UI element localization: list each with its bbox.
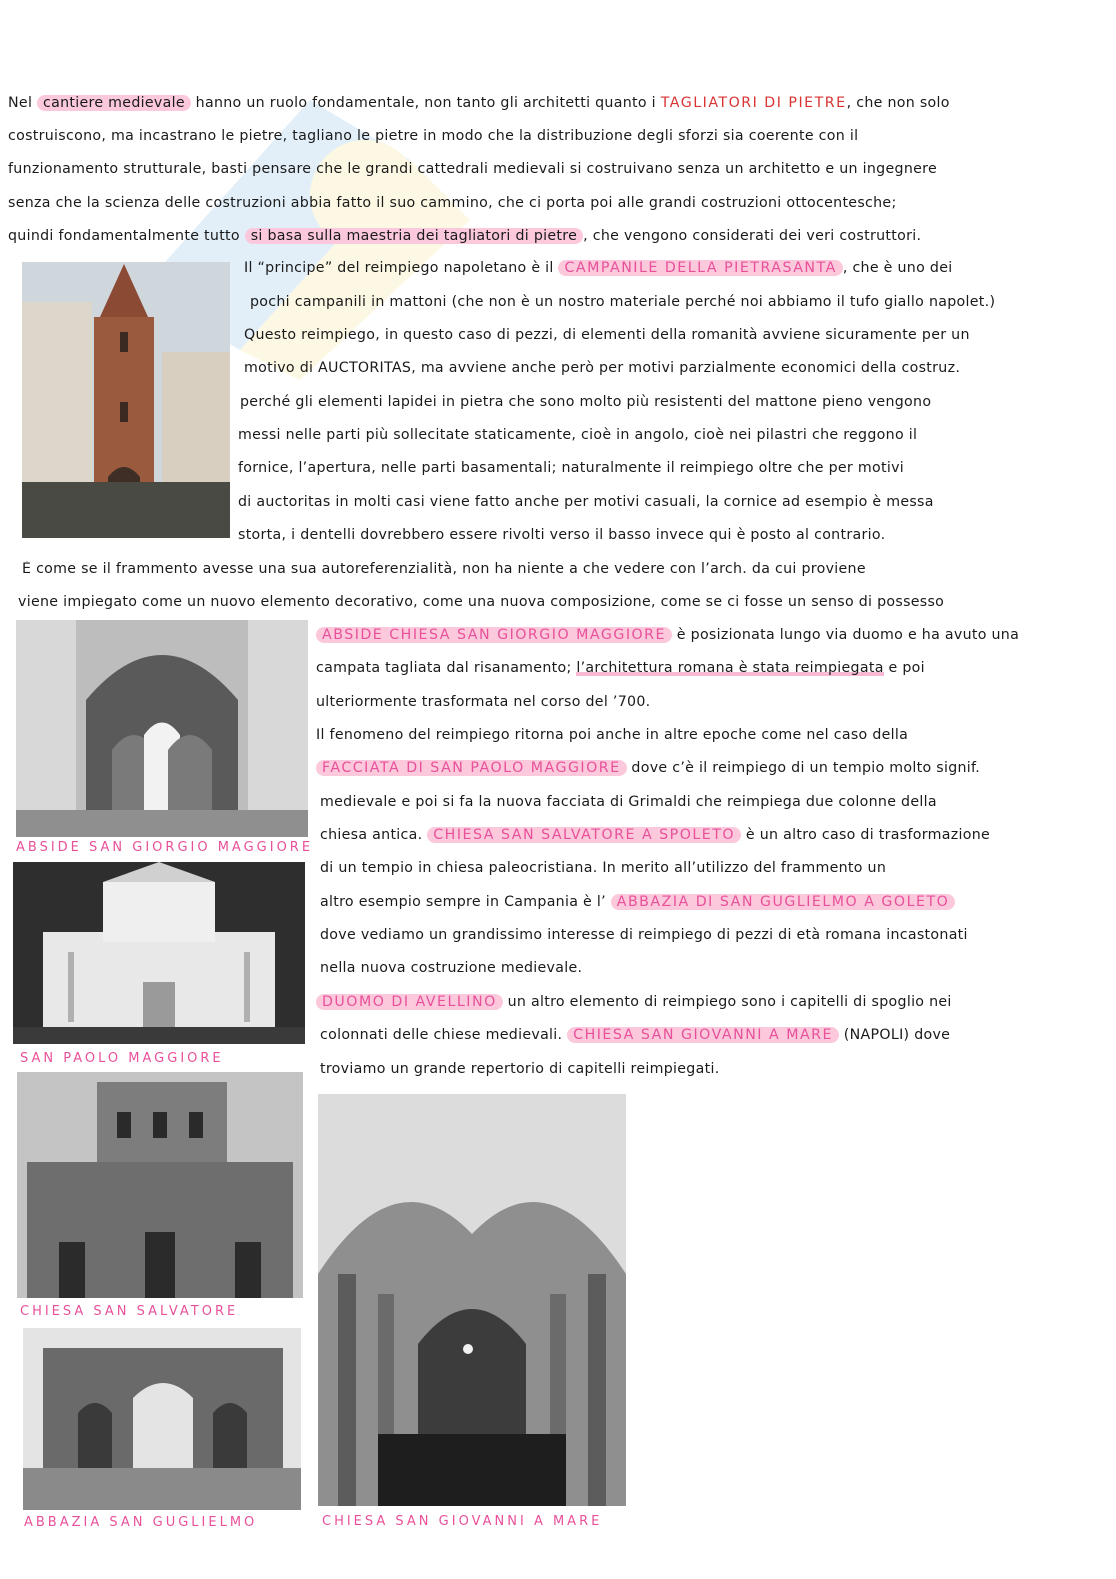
- campanile-photo: [22, 262, 230, 538]
- text-line-22: medievale e poi si fa la nuova facciata di Grimaldi che reimpiega due colonne della: [320, 794, 937, 810]
- highlight-san-giovanni: CHIESA SAN GIOVANNI A MARE: [567, 1027, 839, 1043]
- text-line-23: chiesa antica. CHIESA SAN SALVATORE A SPOLETO è un altro caso di trasformazione: [320, 827, 991, 843]
- san-paolo-photo: [13, 862, 305, 1044]
- text-line-30: troviamo un grande repertorio di capitelli reimpiegati.: [320, 1061, 720, 1077]
- text-line-17: ABSIDE CHIESA SAN GIORGIO MAGGIORE è posizionata lungo via duomo e ha avuto una: [316, 627, 1108, 643]
- text-line-15: È come se il frammento avesse una sua autoreferenzialità, non ha niente a che vedere con l’arch. da cui proviene: [22, 561, 866, 577]
- text-line-2: costruiscono, ma incastrano le pietre, tagliano le pietre in modo che la distribuzione degli sforzi sia coerente con il: [8, 128, 859, 144]
- highlight-duomo-avellino: DUOMO DI AVELLINO: [316, 994, 503, 1010]
- highlight-san-guglielmo: ABBAZIA DI SAN GUGLIELMO A GOLETO: [611, 894, 956, 910]
- text-line-10: perché gli elementi lapidei in pietra che sono molto più resistenti del mattone pieno vengono: [240, 394, 932, 410]
- text-line-19: ulteriormente trasformata nel corso del ’700.: [316, 694, 651, 710]
- text-line-7: pochi campanili in mattoni (che non è un nostro materiale perché noi abbiamo il tufo giallo napolet.): [250, 294, 996, 310]
- text-line-14: storta, i dentelli dovrebbero essere rivolti verso il basso invece qui è posto al contrario.: [238, 527, 886, 543]
- text-line-21: FACCIATA DI SAN PAOLO MAGGIORE dove c’è il reimpiego di un tempio molto signif.: [316, 760, 1108, 776]
- text-line-8: Questo reimpiego, in questo caso di pezzi, di elementi della romanità avviene sicuramente per un: [244, 327, 970, 343]
- caption-san-giorgio: ABSIDE SAN GIORGIO MAGGIORE: [16, 840, 314, 855]
- text-line-11: messi nelle parti più sollecitate staticamente, cioè in angolo, cioè nei pilastri che reggono il: [238, 427, 918, 443]
- highlight-cantiere: cantiere medievale: [37, 95, 191, 111]
- text-line-12: fornice, l’apertura, nelle parti basamentali; naturalmente il reimpiego oltre che per motivi: [238, 460, 905, 476]
- highlight-san-paolo: FACCIATA DI SAN PAOLO MAGGIORE: [316, 760, 627, 776]
- text-line-29: colonnati delle chiese medievali. CHIESA SAN GIOVANNI A MARE (NAPOLI) dove: [320, 1027, 951, 1043]
- text-line-9: motivo di AUCTORITAS, ma avviene anche però per motivi parzialmente economici della costruz.: [244, 360, 961, 376]
- text-line-26: dove vediamo un grandissimo interesse di reimpiego di pezzi di età romana incastonati: [320, 927, 968, 943]
- text-line-25: altro esempio sempre in Campania è l’ ABBAZIA DI SAN GUGLIELMO A GOLETO: [320, 894, 1108, 910]
- text-line-20: Il fenomeno del reimpiego ritorna poi anche in altre epoche come nel caso della: [316, 727, 909, 743]
- text-line-6: Il “principe” del reimpiego napoletano è il CAMPANILE DELLA PIETRASANTA , che è uno dei: [244, 260, 953, 276]
- caption-san-paolo: SAN PAOLO MAGGIORE: [20, 1051, 224, 1066]
- highlight-campanile: CAMPANILE DELLA PIETRASANTA: [558, 260, 842, 276]
- caption-san-giovanni: CHIESA SAN GIOVANNI A MARE: [322, 1514, 603, 1529]
- san-guglielmo-photo: [23, 1328, 301, 1510]
- highlight-san-salvatore: CHIESA SAN SALVATORE A SPOLETO: [427, 827, 741, 843]
- text-line-24: di un tempio in chiesa paleocristiana. In merito all’utilizzo del frammento un: [320, 860, 887, 876]
- text-line-4: senza che la scienza delle costruzioni abbia fatto il suo cammino, che ci porta poi alle grandi costruzioni ottocentesche;: [8, 195, 897, 211]
- san-giorgio-photo: [16, 620, 308, 837]
- caption-san-salvatore: CHIESA SAN SALVATORE: [20, 1304, 239, 1319]
- san-giovanni-photo: [318, 1094, 626, 1506]
- text-line-28: DUOMO DI AVELLINO un altro elemento di reimpiego sono i capitelli di spoglio nei: [316, 994, 1108, 1010]
- text-line-5: quindi fondamentalmente tutto si basa sulla maestria dei tagliatori di pietre , che vengono considerati dei veri costruttori.: [8, 228, 922, 244]
- text-line-27: nella nuova costruzione medievale.: [320, 960, 583, 976]
- caption-san-guglielmo: ABBAZIA SAN GUGLIELMO: [24, 1515, 258, 1530]
- san-salvatore-photo: [17, 1072, 303, 1298]
- highlight-maestria: si basa sulla maestria dei tagliatori di pietre: [245, 228, 583, 244]
- text-line-13: di auctoritas in molti casi viene fatto anche per motivi casuali, la cornice ad esempio è messa: [238, 494, 934, 510]
- text-line-16: viene impiegato come un nuovo elemento decorativo, come una nuova composizione, come se ci fosse un senso di possesso: [18, 594, 945, 610]
- text-line-1: Nel cantiere medievale hanno un ruolo fondamentale, non tanto gli architetti quanto i TAGLIATORI DI PIETRE, che non solo: [8, 95, 950, 111]
- text-line-3: funzionamento strutturale, basti pensare che le grandi cattedrali medievali si costruivano senza un architetto e un ingegnere: [8, 161, 937, 177]
- highlight-tagliatori: TAGLIATORI DI PIETRE: [660, 95, 847, 111]
- text-line-18: campata tagliata dal risanamento; l’architettura romana è stata reimpiegata e poi: [316, 660, 925, 676]
- highlight-san-giorgio: ABSIDE CHIESA SAN GIORGIO MAGGIORE: [316, 627, 672, 643]
